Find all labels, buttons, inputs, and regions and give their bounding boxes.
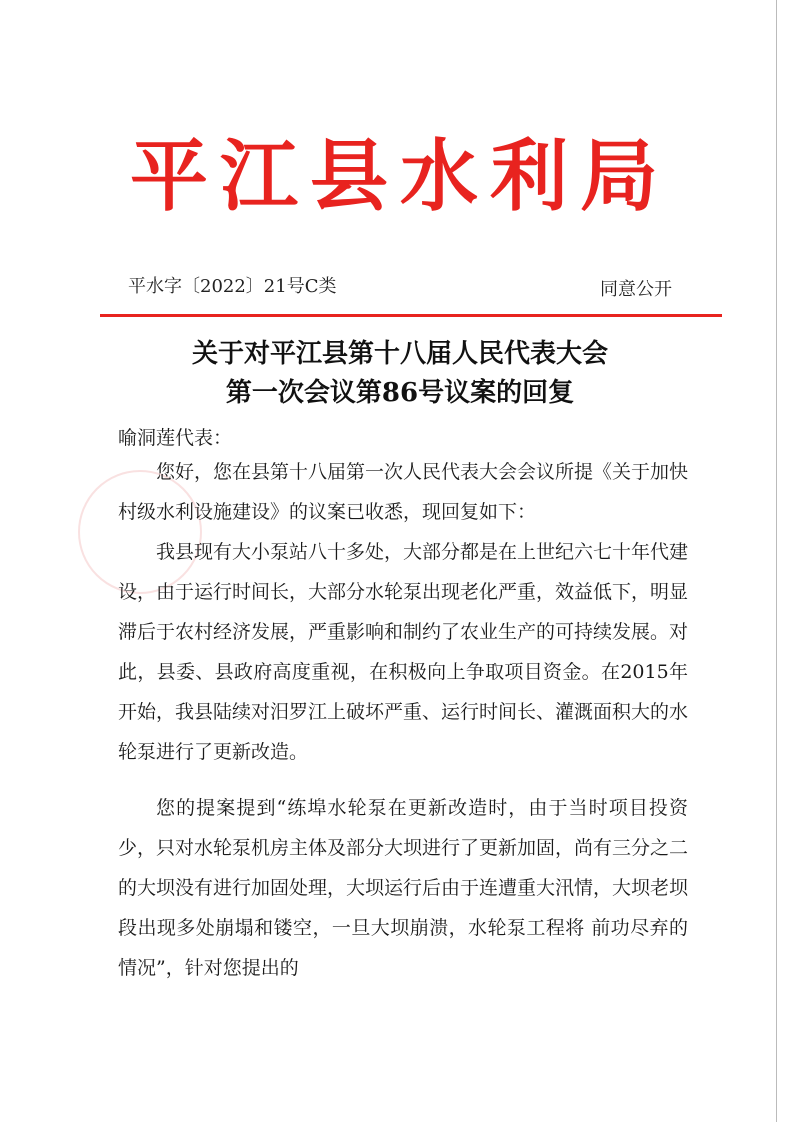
- header-red-rule: [100, 314, 722, 317]
- organization-title: 平江县水利局: [129, 131, 670, 222]
- document-number: 平水字〔2022〕21号C类: [128, 276, 337, 297]
- scan-edge-line: [776, 0, 777, 1122]
- paragraph-3: 您的提案提到“练埠水轮泵在更新改造时，由于当时项目投资少，只对水轮泵机房主体及部分大坝进行了更新加固，尚有三分之二的大坝没有进行加固处理，大坝运行后由于连遭重大汛情，大坝老坝段出现多处崩塌和镂空，一旦大坝崩溃，水轮泵工程将 前功尽弃的情况”，针对您提出的: [118, 797, 689, 979]
- subject-line-1: 关于对平江县第十八届人民代表大会: [191, 339, 608, 369]
- letter-body: [118, 452, 688, 988]
- document-subject: [120, 335, 680, 413]
- salutation: 喻洞莲代表：: [118, 427, 233, 449]
- subject-line-2: 第一次会议第86号议案的回复: [225, 378, 575, 408]
- disclosure-status: 同意公开: [600, 279, 672, 300]
- paragraph-1: 您好，您在县第十八届第一次人民代表大会会议所提《关于加快村级水利设施建设》的议案已收悉，现回复如下：: [118, 461, 689, 523]
- paragraph-2: 我县现有大小泵站八十多处，大部分都是在上世纪六七十年代建设，由于运行时间长，大部分水轮泵出现老化严重，效益低下，明显滞后于农村经济发展，严重影响和制约了农业生产的可持续发展。对此，县委、县政府高度重视，在积极向上争取项目资金。在2015年开始，我县陆续对汨罗江上破坏严重、运行时间长、灌溉面积大的水轮泵进行了更新改造。: [118, 541, 689, 763]
